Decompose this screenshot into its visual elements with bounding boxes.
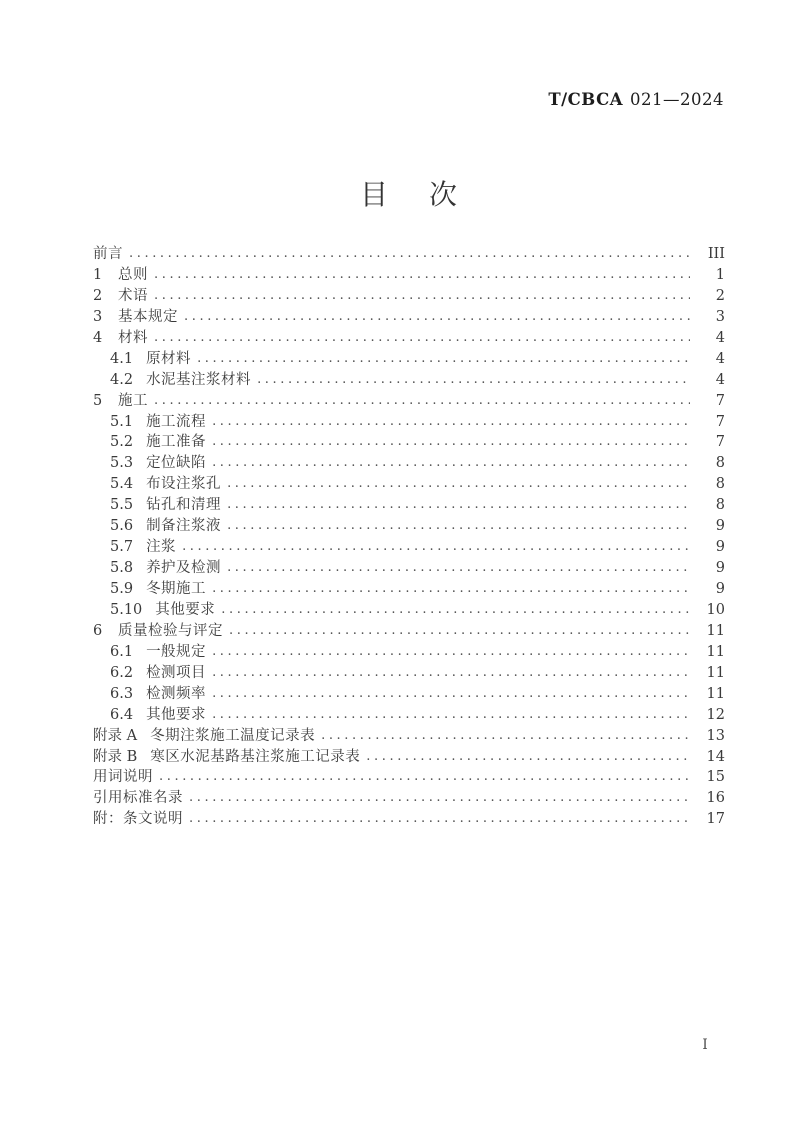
toc-entry-page: III [707,246,725,262]
toc-entry-number: 5.9 [110,581,134,597]
toc-entry-page: 8 [715,497,725,514]
toc-entry-page: 11 [706,685,725,702]
toc-entry-label: 水泥基注浆材料 [146,371,252,388]
toc-entry-label: 原材料 [146,350,192,367]
toc-entry-number: 5.5 [110,497,134,514]
toc-entry-number: 6.4 [110,706,134,723]
toc-leader-dots [212,665,690,680]
toc-entry-page: 8 [715,476,725,493]
toc-leader-dots [159,769,690,784]
toc-row [93,661,725,682]
toc-leader-dots [212,686,690,701]
toc-entry-label: 术语 [118,287,148,304]
toc-leader-dots [154,288,690,303]
toc-entry-page: 7 [715,392,725,409]
toc-entry-label: 附：条文说明 [93,811,183,828]
toc-entry-label: 冬期注浆施工温度记录表 [150,727,316,744]
toc-leader-dots [227,497,690,512]
toc-entry-number: 6 [93,622,103,639]
toc-row [93,577,725,598]
standard-code-suffix: 021—2024 [630,90,724,109]
toc-entry-number: 6.2 [110,664,134,681]
toc-row [93,682,725,703]
toc-entry-label: 定位缺陷 [146,455,207,472]
toc-entry-page: 9 [715,560,725,577]
toc-entry-number: 6.1 [110,643,134,660]
toc-row [93,493,725,514]
toc-entry-number: 4.2 [110,371,134,388]
toc-entry-label: 其他要求 [146,706,207,723]
toc-leader-dots [212,455,690,470]
toc-entry-page: 9 [715,539,725,556]
toc-row [93,430,725,451]
toc-entry-label: 引用标准名录 [93,790,183,807]
toc-row [93,619,725,640]
toc-row [93,326,725,347]
toc-list [93,242,725,828]
toc-row [93,556,725,577]
toc-leader-dots [257,372,690,387]
toc-entry-page: 17 [706,811,725,828]
toc-leader-dots [227,476,690,491]
toc-entry-page: 9 [715,581,725,597]
toc-leader-dots [212,414,690,429]
toc-entry-number: 5.2 [110,434,134,451]
toc-entry-label: 钻孔和清理 [146,497,222,514]
toc-entry-label: 施工准备 [146,434,207,451]
toc-leader-dots [227,560,690,575]
toc-row [93,745,725,766]
toc-entry-label: 质量检验与评定 [118,622,223,639]
toc-entry-label: 其他要求 [155,601,216,618]
toc-row [93,724,725,745]
toc-entry-label: 寒区水泥基路基注浆施工记录表 [150,748,361,765]
toc-entry-number: 4 [93,329,103,346]
toc-entry-label: 注浆 [146,539,177,556]
toc-entry-label: 养护及检测 [146,560,222,577]
toc-row [93,640,725,661]
toc-entry-number: 3 [93,308,103,325]
toc-entry-number: 2 [93,287,103,304]
toc-entry-number: 5.6 [110,518,134,535]
toc-leader-dots [184,309,690,324]
toc-entry-page: 16 [706,790,725,807]
toc-entry-label: 制备注浆液 [146,518,222,535]
toc-row [93,765,725,786]
footer-page-number: I [702,1037,708,1053]
toc-entry-page: 7 [715,434,725,451]
toc-leader-dots [154,330,690,345]
toc-entry-number: 5.1 [110,413,134,430]
toc-row [93,451,725,472]
toc-leader-dots [212,707,690,722]
toc-entry-page: 8 [715,455,725,472]
toc-entry-number: 5.4 [110,476,134,493]
toc-row [93,389,725,410]
toc-entry-label: 检测项目 [146,664,207,681]
toc-leader-dots [212,581,690,596]
toc-entry-page: 4 [715,329,725,346]
toc-entry-page: 11 [706,643,725,660]
toc-row [93,786,725,807]
toc-leader-dots [221,602,690,617]
toc-entry-number: 1 [93,266,103,283]
toc-leader-dots [229,623,690,638]
toc-row [93,284,725,305]
toc-leader-dots [189,811,690,826]
toc-entry-number: 附录 A [93,727,138,744]
toc-row [93,598,725,619]
toc-entry-page: 13 [706,727,725,744]
toc-entry-page: 3 [715,308,725,325]
toc-entry-page: 4 [715,350,725,367]
toc-row [93,472,725,493]
toc-entry-label: 总则 [118,266,148,283]
toc-entry-page: 11 [706,664,725,681]
toc-entry-label: 基本规定 [118,308,178,325]
toc-leader-dots [154,393,690,408]
toc-entry-number: 5.8 [110,560,134,577]
standard-code-prefix: T/CBCA [548,90,623,109]
toc-entry-number: 5.7 [110,539,134,556]
toc-leader-dots [321,728,690,743]
toc-entry-number: 5.3 [110,455,134,472]
toc-row [93,535,725,556]
toc-entry-page: 11 [706,622,725,639]
toc-entry-label: 施工流程 [146,413,207,430]
toc-row [93,263,725,284]
toc-leader-dots [212,434,690,449]
toc-entry-label: 材料 [118,329,148,346]
toc-entry-page: 9 [715,518,725,535]
toc-entry-label: 一般规定 [146,643,207,660]
toc-entry-page: 2 [715,287,725,304]
toc-leader-dots [154,267,690,282]
toc-entry-label: 布设注浆孔 [146,476,222,493]
toc-entry-number: 5.10 [110,601,143,618]
toc-leader-dots [227,518,690,533]
toc-entry-page: 15 [706,769,725,786]
toc-entry-number: 6.3 [110,685,134,702]
toc-row [93,368,725,389]
toc-entry-number: 4.1 [110,350,134,367]
toc-row [93,410,725,431]
toc-entry-page: 12 [706,706,725,723]
toc-entry-page: 4 [715,371,725,388]
toc-entry-page: 14 [706,748,725,765]
toc-leader-dots [366,749,690,764]
toc-entry-page: 7 [715,413,725,430]
toc-entry-label: 前言 [93,246,123,262]
page-title: 目 次 [360,178,458,211]
toc-entry-page: 1 [715,266,725,283]
toc-leader-dots [182,539,690,554]
toc-entry-page: 10 [706,601,725,618]
toc-leader-dots [197,351,690,366]
toc-entry-label: 检测频率 [146,685,207,702]
toc-row [93,703,725,724]
toc-leader-dots [129,246,690,261]
toc-row [93,514,725,535]
toc-leader-dots [189,790,690,805]
toc-entry-label: 冬期施工 [146,581,207,597]
standard-code [548,90,724,109]
toc-leader-dots [212,644,690,659]
toc-row [93,347,725,368]
toc-entry-label: 施工 [118,392,148,409]
toc-row [93,305,725,326]
toc-entry-number: 附录 B [93,748,138,765]
toc-row [93,242,725,263]
toc-entry-label: 用词说明 [93,769,153,786]
toc-entry-number: 5 [93,392,103,409]
toc-row [93,807,725,828]
